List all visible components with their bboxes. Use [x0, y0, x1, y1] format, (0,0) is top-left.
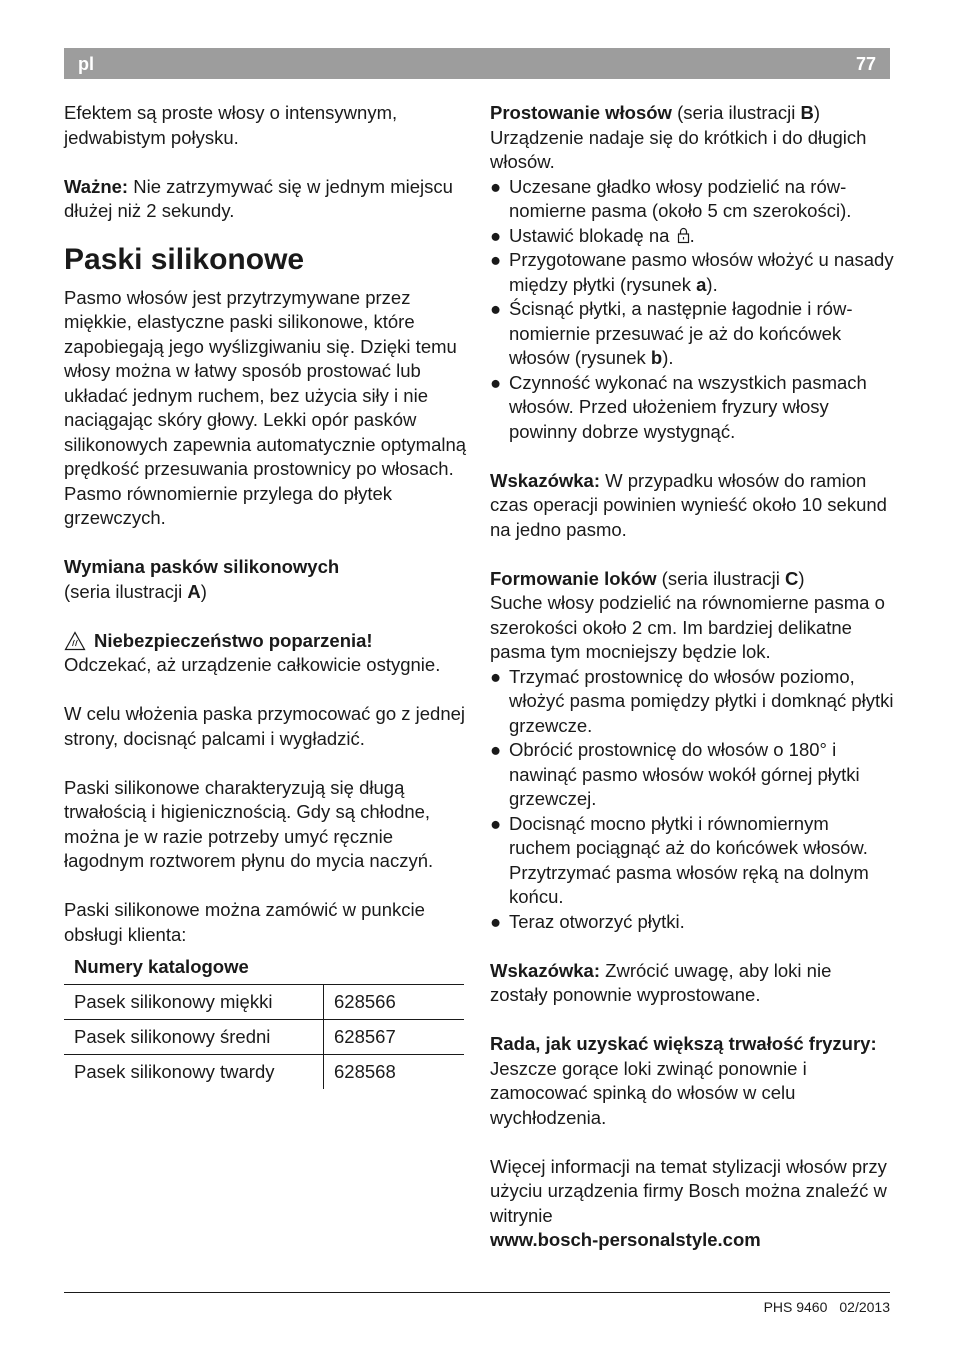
page-number: 77 — [855, 54, 876, 74]
order-paragraph: Paski silikonowe można zamówić w punkcie obsługi klienta: — [64, 899, 425, 945]
important-note — [64, 175, 468, 224]
more-info-paragraph: Więcej informacji na temat stylizacji włosów przy użyciu urządzenia firmy Bosch można znaleźć w witrynie — [490, 1155, 887, 1226]
part-number-cell: 628567 — [324, 1019, 465, 1054]
important-text: Nie zatrzymywać się w jednym miejscu dłużej niż 2 sekundy. — [64, 175, 453, 221]
advice-paragraph: Rada, jak uzyskać większą trwałość fryzury: Jeszcze gorące loki zwinąć ponownie i zamocować spinką do włosów w celu wychłodzenia. — [490, 1033, 877, 1128]
tip-paragraph: Wskazówka: W przypadku włosów do ramion czas operacji powinien wynieść około 10 sekund na jedno pasmo. — [490, 469, 887, 540]
important-label: Ważne: — [64, 175, 129, 197]
left-column — [64, 101, 468, 1089]
warning-triangle-icon — [64, 631, 86, 651]
list-item: ● Ścisnąć płytki, a następnie łagodnie i równomiernie przesuwać je aż do końcówek włosów (rysunek b). — [490, 298, 853, 368]
page-footer — [752, 1298, 890, 1316]
list-item: ● Ustawić blokadę na . — [490, 224, 695, 246]
part-name-cell: Pasek silikonowy twardy — [74, 1060, 275, 1082]
part-name-cell: Pasek silikonowy średni — [64, 1019, 324, 1054]
table-row — [64, 984, 464, 1019]
durability-paragraph: Paski silikonowe charakteryzują się długą trwałością i higienicznością. Gdy są chłodne, można je w razie potrzeby umyć ręcznie łagodnym roztworem płynu do mycia naczyń. — [64, 776, 434, 871]
list-item: ● Czynność wykonać na wszystkich pasmach włosów. Przed ułożeniem fryzury włosy powinny dobrze wystygnąć. — [490, 371, 867, 442]
model-number: PHS 9460 — [763, 1299, 828, 1315]
danger-label: Niebezpieczeństwo poparzenia! — [94, 629, 373, 651]
list-item: ● Teraz otworzyć płytki. — [490, 910, 685, 932]
danger-warning — [64, 629, 468, 654]
insert-strip-paragraph: W celu włożenia paska przymocować go z jednej strony, docisnąć palcami i wygładzić. — [64, 703, 466, 749]
danger-text: Odczekać, aż urządzenie całkowicie ostygnie. — [64, 654, 441, 675]
table-row — [64, 1019, 464, 1054]
list-item: ● Uczesane gładko włosy podzielić na równomierne pasma (około 5 cm szerokości). — [490, 175, 852, 221]
tip-paragraph: Wskazówka: Zwrócić uwagę, aby loki nie zostały ponownie wyprostowane. — [490, 959, 832, 1005]
lock-icon — [677, 227, 690, 244]
part-number-cell: 628568 — [324, 1054, 465, 1089]
part-number-cell: 628566 — [324, 984, 465, 1019]
replace-series: (seria ilustracji A) — [64, 580, 207, 602]
list-item: ● Obrócić prostownicę do włosów o 180° i nawinąć pasmo włosów wokół górnej płytki grzewczej. — [490, 739, 860, 809]
language-code: pl — [78, 54, 94, 74]
curling-intro: Suche włosy podzielić na równomierne pasma o szerokości około 2 cm. Im bardziej delikatne pasma tym mocniejszy będzie lok. — [490, 592, 885, 662]
footer-divider — [64, 1292, 890, 1293]
result-paragraph: Efektem są proste włosy o intensywnym, jedwabistym połysku. — [64, 102, 398, 148]
section-heading: Paski silikonowe — [64, 242, 305, 276]
website-link[interactable]: www.bosch-personalstyle.com — [490, 1229, 761, 1250]
list-item: ● Trzymać prostownicę do włosów poziomo, włożyć pasma pomiędzy płytki i domknąć płytki grzewcze. — [490, 665, 894, 736]
silicone-description: Pasmo włosów jest przytrzymywane przez miękkie, elastyczne paski silikonowe, które zapobiegają jego wyślizgiwaniu się. Dzięki temu włosy można w łatwy sposób prostować lub układać jednym ruchem, bez użycia siły i nie naciągając skóry głowy. Lekki opór pasków silikonowych zapewnia automatycznie optymalną prędkość przesuwania prostownicy po włosach. Pasmo równomiernie przylega do płytek grzewczych. — [64, 286, 467, 528]
edition-date: 02/2013 — [839, 1299, 890, 1315]
list-item: ● Przygotowane pasmo włosów włożyć u nasady między płytki (rysunek a). — [490, 249, 894, 295]
list-item: ● Docisnąć mocno płytki i równomiernym ruchem pociągnąć aż do końcówek włosów. Przytrzymać pasma włosów ręką na dolnym końcu. — [490, 812, 869, 907]
catalog-table-title: Numery katalogowe — [74, 956, 249, 977]
part-name-cell: Pasek silikonowy miękki — [64, 984, 324, 1019]
page-header-bar — [64, 48, 890, 79]
right-column — [490, 101, 894, 1253]
table-row — [64, 1054, 464, 1089]
catalog-table — [64, 984, 464, 1089]
replace-heading: Wymiana pasków silikonowych — [64, 556, 340, 577]
straightening-heading: Prostowanie włosów (seria ilustracji B) — [490, 102, 820, 123]
straightening-intro: Urządzenie nadaje się do krótkich i do długich włosów. — [490, 126, 867, 172]
curling-heading: Formowanie loków (seria ilustracji C) — [490, 567, 805, 589]
